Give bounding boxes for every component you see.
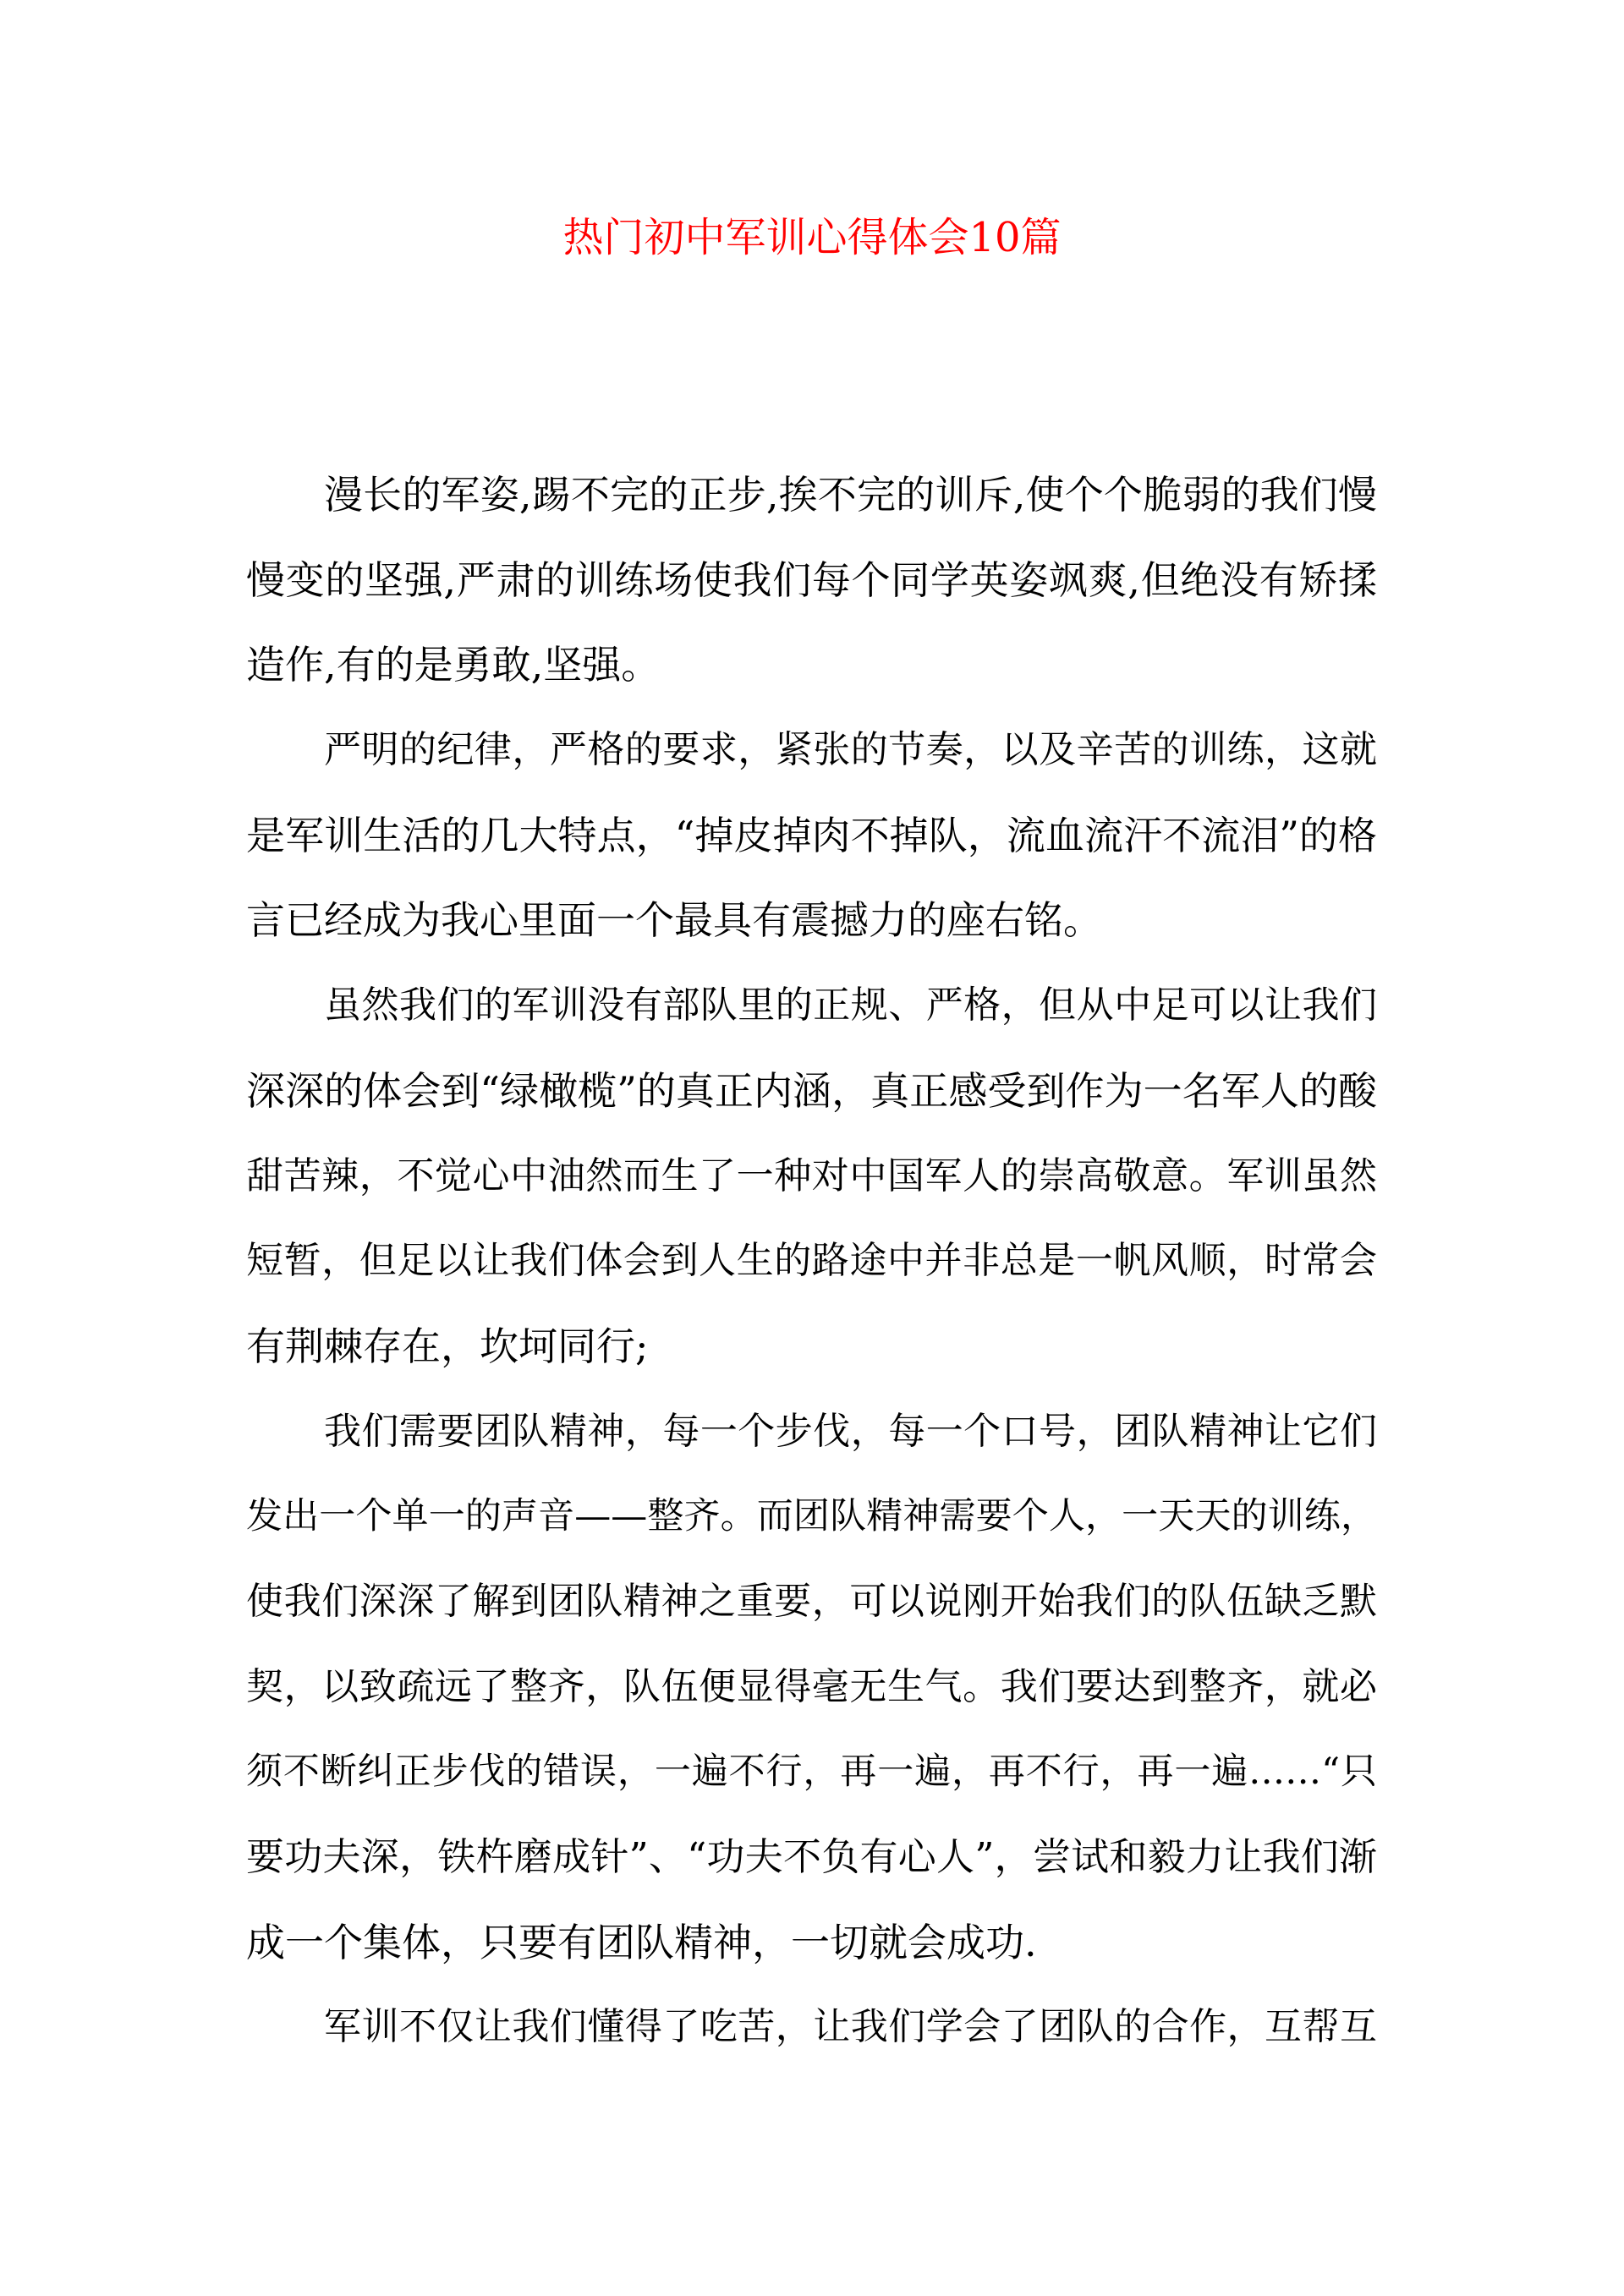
text-line: 须不断纠正步伐的错误，一遍不行，再一遍，再不行，再一遍……“只 bbox=[246, 1751, 1377, 1794]
text-line: 慢变的坚强,严肃的训练场使我们每个同学英姿飒爽,但绝没有矫揉 bbox=[246, 556, 1377, 603]
text-line: 使我们深深了解到团队精神之重要，可以说刚开始我们的队伍缺乏默 bbox=[246, 1579, 1377, 1623]
text-line: 发出一个单一的声音——整齐。而团队精神需要个人，一天天的训练， bbox=[246, 1495, 1377, 1538]
text-line: 言已经成为我心里面一个最具有震撼力的座右铭。 bbox=[246, 897, 1102, 944]
text-line: 严明的纪律，严格的要求，紧张的节奏，以及辛苦的训练，这就 bbox=[324, 728, 1377, 772]
document-title: 热门初中军训心得体会10篇 bbox=[562, 214, 1062, 261]
text-line: 虽然我们的军训没有部队里的正规、严格，但从中足可以让我们 bbox=[324, 984, 1377, 1027]
text-line: 契，以致疏远了整齐，队伍便显得毫无生气。我们要达到整齐，就必 bbox=[246, 1664, 1377, 1708]
text-line: 是军训生活的几大特点，“掉皮掉肉不掉队，流血流汗不流泪”的格 bbox=[246, 812, 1377, 858]
document-body bbox=[246, 469, 1377, 2086]
text-line: 漫长的军姿,踢不完的正步,挨不完的训斥,使个个脆弱的我们慢 bbox=[324, 472, 1377, 518]
text-line: 短暂，但足以让我们体会到人生的路途中并非总是一帆风顺，时常会 bbox=[246, 1239, 1377, 1283]
text-line: 造作,有的是勇敢,坚强。 bbox=[246, 642, 661, 688]
text-line: 我们需要团队精神，每一个步伐，每一个口号，团队精神让它们 bbox=[324, 1409, 1377, 1453]
text-line: 有荆棘存在，坎坷同行; bbox=[246, 1323, 649, 1369]
text-line: 深深的体会到“绿橄榄”的真正内涵，真正感受到作为一名军人的酸 bbox=[246, 1067, 1377, 1114]
text-line: 要功夫深，铁杵磨成针”、“功夫不负有心人”，尝试和毅力让我们渐 bbox=[246, 1834, 1377, 1879]
text-line: 军训不仅让我们懂得了吃苦，让我们学会了团队的合作，互帮互 bbox=[324, 2005, 1377, 2049]
text-line: 成一个集体，只要有团队精神，一切就会成功. bbox=[246, 1919, 1037, 1965]
text-line: 甜苦辣，不觉心中油然而生了一种对中国军人的崇高敬意。军训虽然 bbox=[246, 1153, 1377, 1197]
